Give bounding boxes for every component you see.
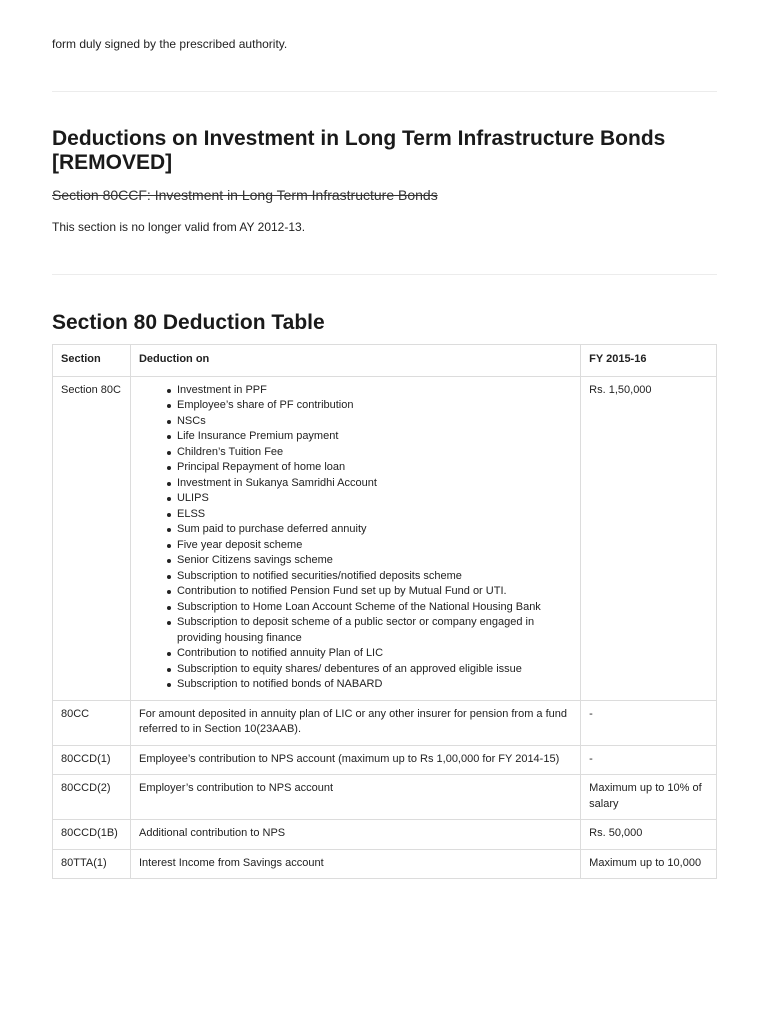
- table-row: [53, 775, 717, 820]
- table-row: [53, 700, 717, 745]
- list-item: Contribution to notified annuity Plan of LIC: [177, 646, 572, 662]
- cell-section: 80CC: [53, 700, 131, 745]
- cell-deduction: Interest Income from Savings account: [130, 849, 580, 879]
- header-fy: FY 2015-16: [581, 345, 717, 377]
- table-row: [53, 849, 717, 879]
- deduction-80c-list: [139, 383, 572, 693]
- list-item: ELSS: [177, 507, 572, 523]
- cell-deduction: Employer’s contribution to NPS account: [130, 775, 580, 820]
- cell-fy: Maximum up to 10,000: [581, 849, 717, 879]
- section-divider: [52, 91, 717, 92]
- table-row: [53, 745, 717, 775]
- removed-section-note: This section is no longer valid from AY 2012-13.: [52, 220, 306, 234]
- list-item: Life Insurance Premium payment: [177, 429, 572, 445]
- list-item: Contribution to notified Pension Fund set up by Mutual Fund or UTI.: [177, 584, 572, 600]
- cell-section: 80CCD(1B): [53, 820, 131, 850]
- section-divider: [52, 274, 717, 275]
- header-deduction-on: Deduction on: [130, 345, 580, 377]
- cell-deduction: Additional contribution to NPS: [130, 820, 580, 850]
- table-row: [53, 820, 717, 850]
- list-item: Subscription to equity shares/ debentures of an approved eligible issue: [177, 662, 572, 678]
- list-item: Subscription to Home Loan Account Scheme of the National Housing Bank: [177, 600, 572, 616]
- list-item: Employee’s share of PF contribution: [177, 398, 572, 414]
- cell-fy: Rs. 50,000: [581, 820, 717, 850]
- header-section: Section: [53, 345, 131, 377]
- cell-section: 80CCD(2): [53, 775, 131, 820]
- cell-fy: Maximum up to 10% of salary: [581, 775, 717, 820]
- cell-section: 80CCD(1): [53, 745, 131, 775]
- cell-deduction: [130, 376, 580, 700]
- list-item: Subscription to notified bonds of NABARD: [177, 677, 572, 693]
- list-item: Investment in PPF: [177, 383, 572, 399]
- cell-section: 80TTA(1): [53, 849, 131, 879]
- removed-section-heading: Deductions on Investment in Long Term Infrastructure Bonds [REMOVED]: [52, 127, 666, 174]
- list-item: Five year deposit scheme: [177, 538, 572, 554]
- list-item: Subscription to notified securities/notified deposits scheme: [177, 569, 572, 585]
- intro-paragraph: form duly signed by the prescribed authority.: [52, 37, 288, 51]
- list-item: Investment in Sukanya Samridhi Account: [177, 476, 572, 492]
- cell-deduction: For amount deposited in annuity plan of LIC or any other insurer for pension from a fund referred to in Section 10(23AAB).: [130, 700, 580, 745]
- cell-fy: -: [581, 745, 717, 775]
- cell-fy: Rs. 1,50,000: [581, 376, 717, 700]
- list-item: ULIPS: [177, 491, 572, 507]
- list-item: NSCs: [177, 414, 572, 430]
- cell-fy: -: [581, 700, 717, 745]
- cell-section: Section 80C: [53, 376, 131, 700]
- table-row-80c: [53, 376, 717, 700]
- list-item: Subscription to deposit scheme of a public sector or company engaged in providing housing finance: [177, 615, 572, 646]
- cell-deduction: Employee’s contribution to NPS account (maximum up to Rs 1,00,000 for FY 2014-15): [130, 745, 580, 775]
- deduction-table-title: Section 80 Deduction Table: [52, 311, 325, 334]
- list-item: Principal Repayment of home loan: [177, 460, 572, 476]
- table-header-row: [53, 345, 717, 377]
- deduction-table: [52, 344, 717, 879]
- list-item: Children’s Tuition Fee: [177, 445, 572, 461]
- removed-section-subheading: Section 80CCF: Investment in Long Term Infrastructure Bonds: [52, 187, 438, 203]
- list-item: Senior Citizens savings scheme: [177, 553, 572, 569]
- list-item: Sum paid to purchase deferred annuity: [177, 522, 572, 538]
